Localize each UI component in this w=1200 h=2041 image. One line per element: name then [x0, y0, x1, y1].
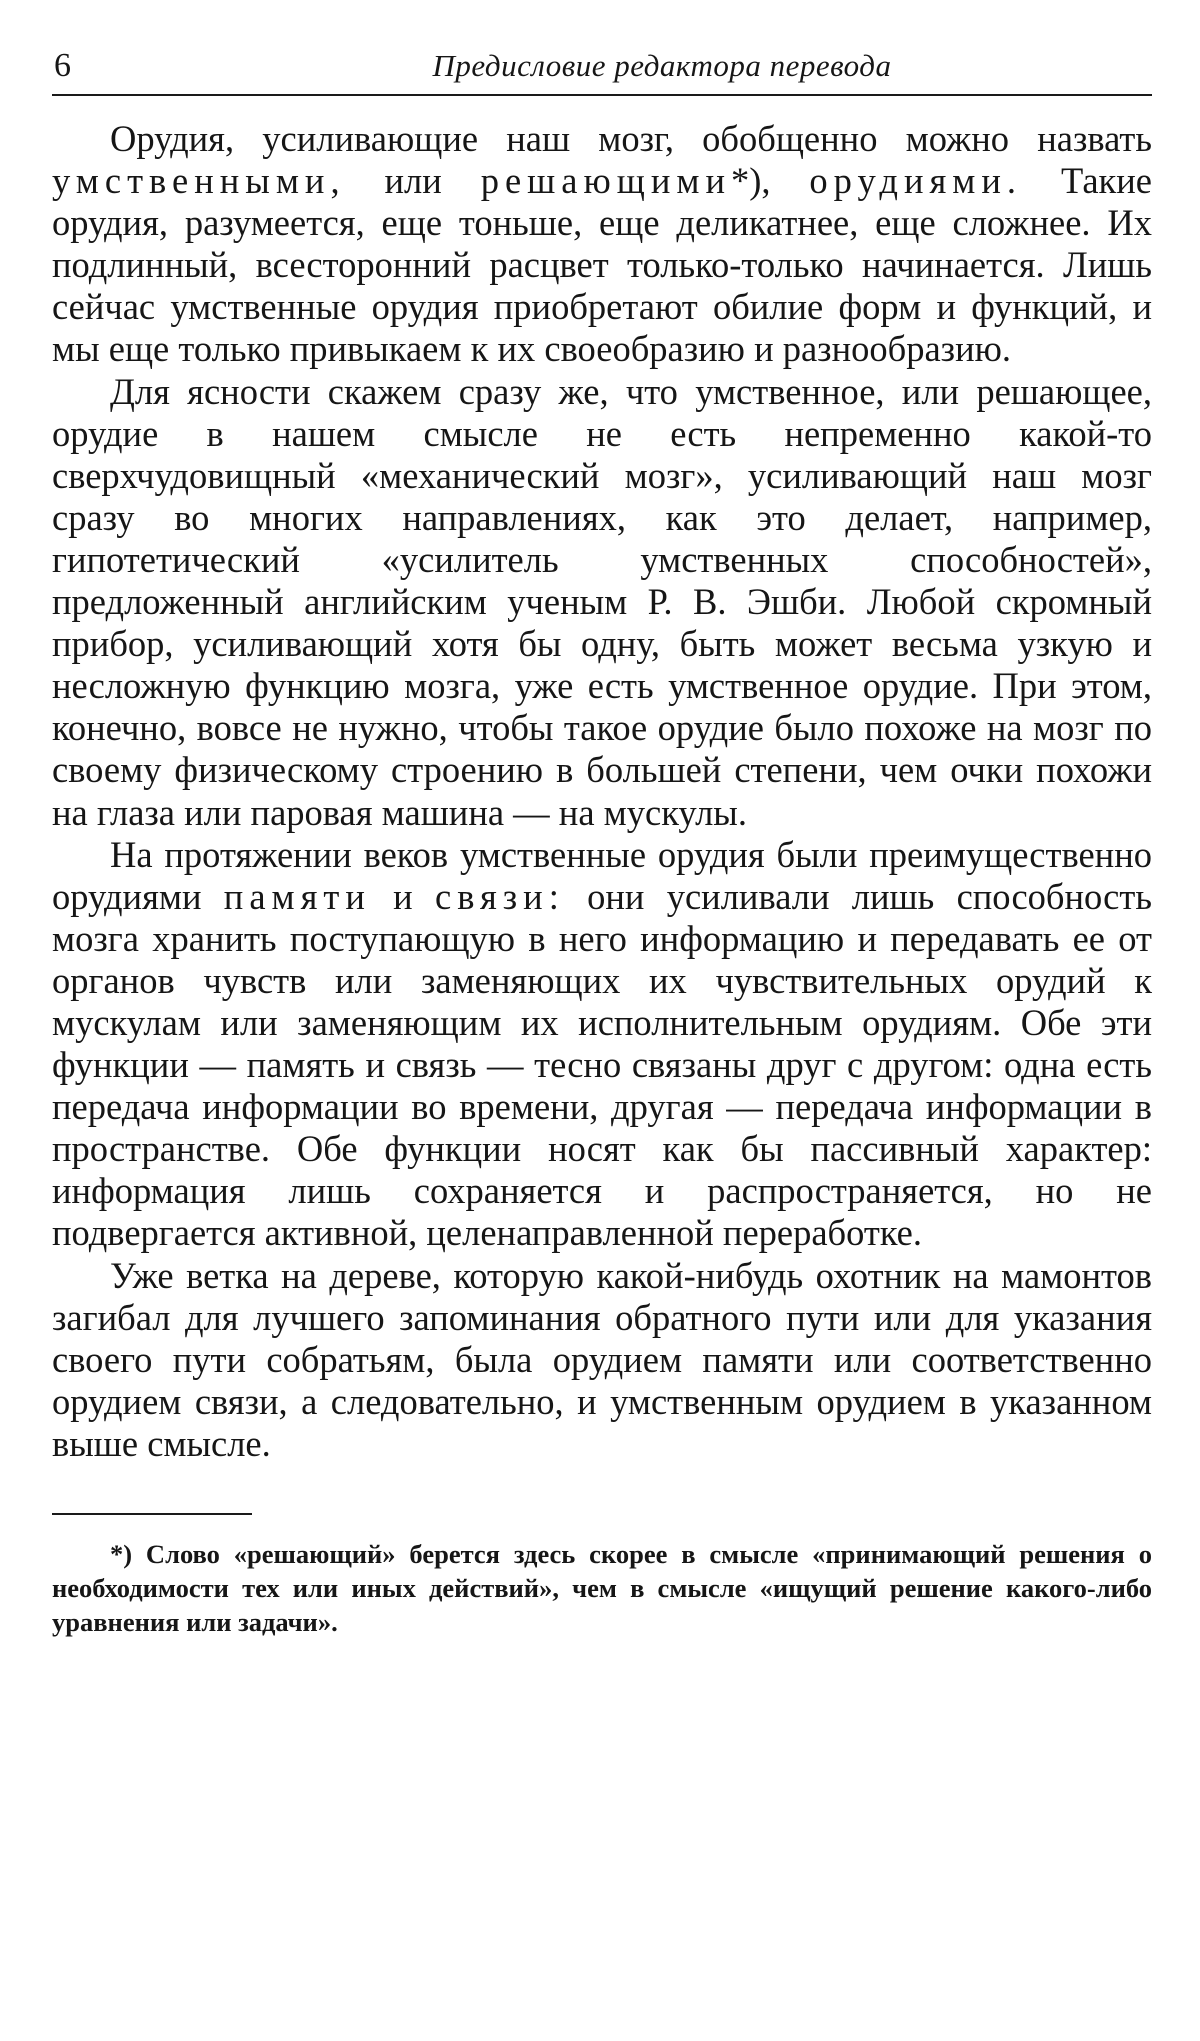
paragraph-1-connector: или: [345, 160, 481, 202]
paragraph-1: [52, 118, 1152, 371]
paragraph-1-rest: Такие орудия, разумеется, еще тоньше, еще деликатнее, еще сложнее. Их подлинный, всесторонний расцвет только-только начинается. Лишь сейчас умственные орудия приобретают обилие форм и функций, и мы еще только привыкаем к их своеобразию и разнообразию.: [52, 160, 1153, 370]
paragraph-3-text: На протяжении веков умственные орудия были преимущественно орудиями: [52, 833, 1152, 917]
paragraph-2: Для ясности скажем сразу же, что умственное, или решающее, орудие в нашем смысле не есть непременно какой-то сверхчудовищный «механический мозг», усиливающий наш мозг сразу во многих направлениях, как это делает, например, гипотетический «усилитель умственных способностей», предложенный английским ученым Р. В. Эшби. Любой скромный прибор, усиливающий хотя бы одну, быть может весьма узкую и несложную функцию мозга, уже есть умственное орудие. При этом, конечно, вовсе не нужно, чтобы такое орудие было похоже на мозг по своему физическому строению в большей степени, чем очки похожи на глаза или паровая машина — на мускулы.: [52, 370, 1152, 833]
footnote-rule: [52, 1513, 252, 1515]
body-text: [52, 118, 1152, 1465]
paragraph-1-text: Орудия, усиливающие наш мозг, обобщенно можно назвать: [110, 118, 1152, 159]
footnote: *) Слово «решающий» берется здесь скорее в смысле «принимающий решения о необходимости тех или иных действий», чем в смысле «ищущий решение какого-либо уравнения или задачи».: [52, 1539, 1152, 1637]
emphasis-memory: памяти: [223, 875, 371, 917]
paragraph-3-rest: они усиливали лишь способность мозга хранить поступающую в него информацию и передавать ее от органов чувств или заменяющих их чувствительных орудий к мускулам или заменяющим их исполнительным орудиям. Обе эти функции — память и связь — тесно связаны друг с другом: одна есть передача информации во времени, другая — передача информации в пространстве. Обе функции носят как бы пассивный характер: информация лишь сохраняется и распространяется, но не подвергается активной, целенаправленной переработке.: [52, 875, 1152, 1254]
emphasis-deciding: решающими: [480, 160, 731, 202]
page-number: 6: [54, 47, 71, 84]
emphasis-tools: орудиями.: [809, 160, 1023, 202]
emphasis-communication: связи:: [435, 875, 565, 917]
paragraph-4: Уже ветка на дереве, которую какой-нибудь охотник на мамонтов загибал для лучшего запоминания обратного пути или для указания своего пути собратьям, была орудием памяти или соответственно орудием связи, а следовательно, и умственным орудием в указанном выше смысле.: [52, 1254, 1152, 1464]
paragraph-3-connector: и: [370, 875, 435, 917]
emphasis-mental: умственными,: [52, 160, 346, 202]
footnote-mark: *),: [730, 160, 810, 202]
running-head: [52, 40, 1152, 96]
book-page: [52, 40, 1152, 1639]
paragraph-3: [52, 834, 1152, 1255]
running-title: Предисловие редактора перевода: [432, 48, 892, 83]
